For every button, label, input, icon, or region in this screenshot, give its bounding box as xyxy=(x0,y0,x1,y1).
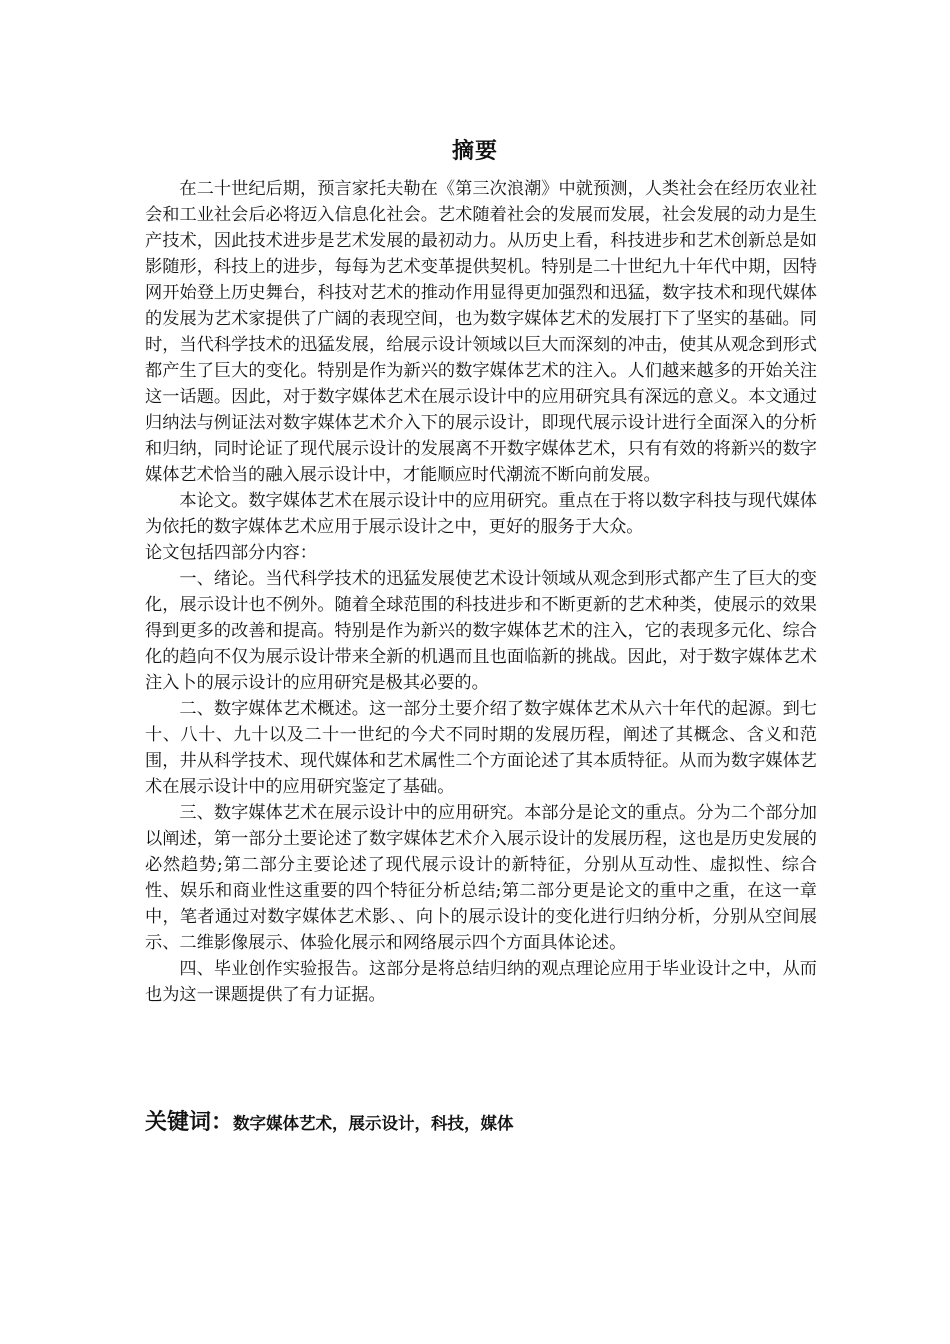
keywords-label: 关键词： xyxy=(145,1110,234,1135)
abstract-title: 摘要 xyxy=(451,139,498,164)
keywords-values: 数字媒体艺术，展示设计，科技，媒体 xyxy=(233,1114,514,1133)
paragraph-intro: 在二十世纪后期，预言家托夫勒在《第三次浪潮》中就预测，人类社会在经历农业社会和工业社会后必将迈入信息化社会。艺术随着社会的发展而发展，社会发展的动力是生产技术，因此技术进步是艺术发展的最初动力。从历史上看，科技进步和艺术创新总是如影随形，科技上的进步，每每为艺术变革提供契机。特别是二十世纪九十年代中期，因特网开始登上历史舞台，科技对艺术的推动作用显得更加强烈和迅猛，数字技术和现代媒体的发展为艺术家提供了广阔的表现空间，也为数字媒体艺术的发展打下了坚实的基础。同时，当代科学技术的迅猛发展，给展示设计领域以巨大而深刻的冲击，使其从观念到形式都产生了巨大的变化。特别是作为新兴的数字媒体艺术的注入。人们越来越多的开始关注这一话题。因此，对于数字媒体艺术在展示设计中的应用研究具有深远的意义。本文通过归纳法与例证法对数字媒体艺术介入下的展示设计，即现代展示设计进行全面深入的分析和归纳，同时论证了现代展示设计的发展离不开数字媒体艺术，只有有效的将新兴的数字媒体艺术恰当的融入展示设计中，才能顺应时代潮流不断向前发展。 xyxy=(145,179,817,485)
paragraph-thesis: 本论文。数字媒体艺术在展示设计中的应用研究。重点在于将以数字科技与现代媒体为依托的数字媒体艺术应用于展示设计之中，更好的服务于大众。 xyxy=(145,491,817,537)
paragraph-part-two: 二、数字媒体艺术概述。这一部分土要介绍了数字媒体艺术从六十年代的起源。到七十、八十、九十以及二十一世纪的今犬不同时期的发展历程，阐述了其概念、含义和范围，井从科学技术、现代媒体和艺术属性二个方面论述了其本质特征。从而为数字媒体艺术在展示设计中的应用研究鉴定了基础。 xyxy=(145,699,817,797)
paragraph-part-one: 一、绪论。当代科学技术的迅猛发展使艺术设计领域从观念到形式都产生了巨大的变化，展示设计也不例外。随着全球范围的科技进步和不断更新的艺术种类，使展示的效果得到更多的改善和提高。特别是作为新兴的数字媒体艺术的注入，它的表现多元化、综合化的趋向不仅为展示设计带来全新的机遇而且也面临新的挑战。因此，对于数字媒体艺术注入卜的展示设计的应用研究是极其必要的。 xyxy=(145,569,817,693)
abstract-body xyxy=(145,176,817,1008)
keywords-line xyxy=(145,1106,825,1141)
paragraph-part-four: 四、毕业创作实验报告。这部分是将总结归纳的观点理论应用于毕业设计之中，从而也为这一课题提供了有力证据。 xyxy=(145,959,817,1005)
paragraph-part-three: 三、数字媒体艺术在展示设计中的应用研究。本部分是论文的重点。分为二个部分加以阐述，第一部分土要论述了数字媒体艺术介入展示设计的发展历程，这也是历史发展的必然趋势;第二部分主要论述了现代展示设计的新特征，分别从互动性、虚拟性、综合性、娱乐和商业性这重要的四个特征分析总结;第二部分更是论文的重中之重，在这一章中，笔者通过对数字媒体艺术影、、向卜的展示设计的变化进行归纳分析，分别从空间展示、二维影像展示、体验化展示和网络展示四个方面具体论述。 xyxy=(145,803,817,953)
paragraph-outline: 论文包括四部分内容： xyxy=(145,543,317,563)
